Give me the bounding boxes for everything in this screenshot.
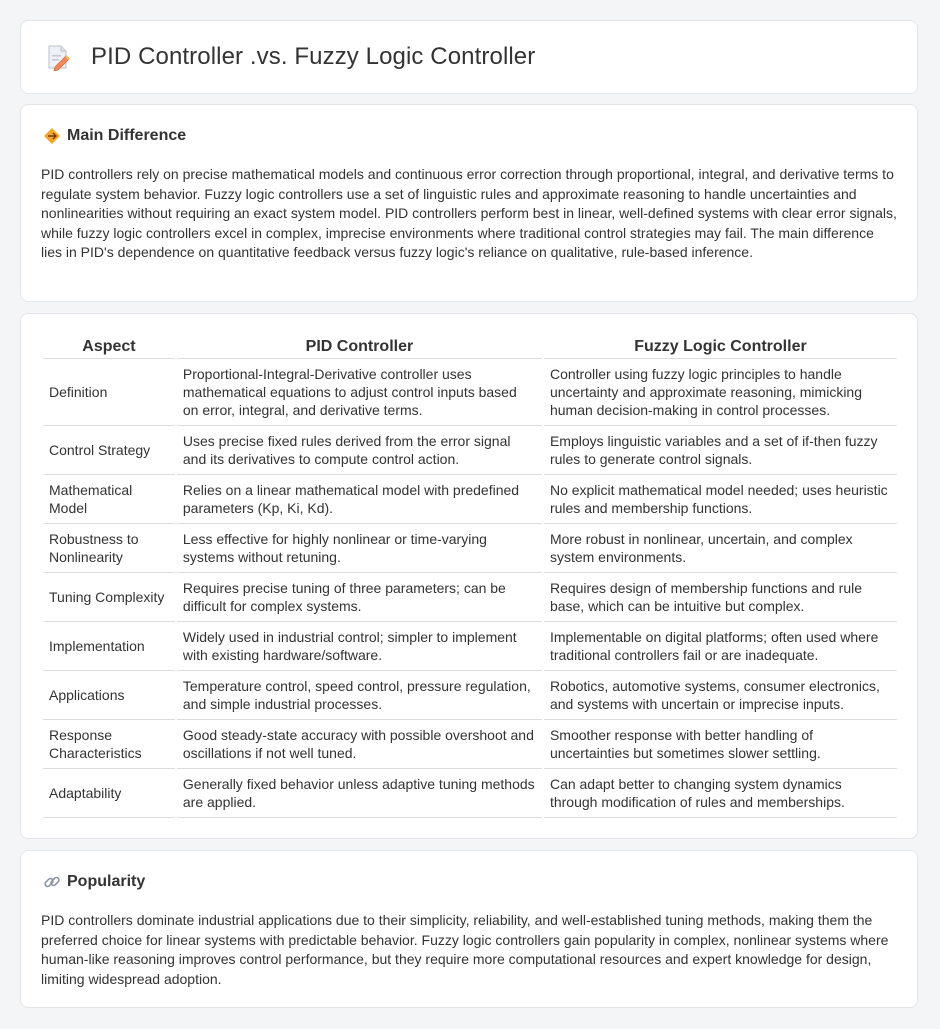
fuzzy-cell: Requires design of membership functions and rule base, which can be intuitive but complex. (544, 573, 897, 622)
aspect-cell: Tuning Complexity (43, 573, 175, 622)
table-row (43, 671, 897, 720)
comparison-card (20, 313, 918, 839)
table-row (43, 769, 897, 818)
pid-cell: Relies on a linear mathematical model with predefined parameters (Kp, Ki, Kd). (177, 475, 542, 524)
pid-cell: Temperature control, speed control, pressure regulation, and simple industrial processes. (177, 671, 542, 720)
pid-cell: Uses precise fixed rules derived from the error signal and its derivatives to compute control action. (177, 426, 542, 475)
aspect-cell: Mathematical Model (43, 475, 175, 524)
fuzzy-cell: Controller using fuzzy logic principles to handle uncertainty and approximate reasoning, mimicking human decision-making in control processes. (544, 359, 897, 426)
popularity-card (20, 850, 918, 1008)
table-row (43, 359, 897, 426)
document-edit-icon (45, 43, 71, 71)
fuzzy-cell: Implementable on digital platforms; often used where traditional controllers fail or are inadequate. (544, 622, 897, 671)
aspect-cell: Applications (43, 671, 175, 720)
table-row (43, 720, 897, 769)
popularity-text: PID controllers dominate industrial applications due to their simplicity, reliability, and well-established tuning methods, making them the preferred choice for linear systems with predictable behavior. Fuzzy logic controllers gain popularity in complex, nonlinear systems where human-like reasoning improves control performance, but they require more computational resources and expert knowledge for design, limiting widespread adoption. (41, 912, 889, 987)
fuzzy-cell: Employs linguistic variables and a set of if-then fuzzy rules to generate control signals. (544, 426, 897, 475)
pid-cell: Requires precise tuning of three parameters; can be difficult for complex systems. (177, 573, 542, 622)
header-fuzzy: Fuzzy Logic Controller (544, 334, 897, 359)
diamond-arrows-icon (43, 127, 61, 145)
main-difference-card (20, 104, 918, 302)
aspect-cell: Adaptability (43, 769, 175, 818)
aspect-cell: Definition (43, 359, 175, 426)
pid-cell: Widely used in industrial control; simpler to implement with existing hardware/software. (177, 622, 542, 671)
table-row (43, 426, 897, 475)
page-title: PID Controller .vs. Fuzzy Logic Controller (91, 43, 536, 70)
header-aspect: Aspect (43, 334, 175, 359)
fuzzy-cell: Can adapt better to changing system dynamics through modification of rules and memberships. (544, 769, 897, 818)
main-difference-heading (43, 127, 186, 145)
aspect-cell: Implementation (43, 622, 175, 671)
fuzzy-cell: More robust in nonlinear, uncertain, and complex system environments. (544, 524, 897, 573)
fuzzy-cell: Smoother response with better handling of uncertainties but sometimes slower settling. (544, 720, 897, 769)
aspect-cell: Response Characteristics (43, 720, 175, 769)
aspect-cell: Control Strategy (43, 426, 175, 475)
table-header-row (43, 334, 897, 359)
fuzzy-cell: Robotics, automotive systems, consumer electronics, and systems with uncertain or imprecise inputs. (544, 671, 897, 720)
header-card (20, 20, 918, 94)
link-icon (43, 873, 61, 891)
table-row (43, 622, 897, 671)
fuzzy-cell: No explicit mathematical model needed; uses heuristic rules and membership functions. (544, 475, 897, 524)
pid-cell: Proportional-Integral-Derivative controller uses mathematical equations to adjust control inputs based on error, integral, and derivative terms. (177, 359, 542, 426)
title-row (45, 43, 535, 71)
pid-cell: Generally fixed behavior unless adaptive tuning methods are applied. (177, 769, 542, 818)
table-row (43, 475, 897, 524)
header-pid: PID Controller (177, 334, 542, 359)
popularity-title: Popularity (67, 873, 146, 890)
comparison-table (41, 334, 899, 818)
table-row (43, 573, 897, 622)
aspect-cell: Robustness to Nonlinearity (43, 524, 175, 573)
main-difference-title: Main Difference (67, 127, 187, 144)
pid-cell: Good steady-state accuracy with possible overshoot and oscillations if not well tuned. (177, 720, 542, 769)
pid-cell: Less effective for highly nonlinear or time-varying systems without retuning. (177, 524, 542, 573)
popularity-heading (43, 873, 145, 891)
table-row (43, 524, 897, 573)
main-difference-text: PID controllers rely on precise mathematical models and continuous error correction through proportional, integral, and derivative terms to regulate system behavior. Fuzzy logic controllers use a set of linguistic rules and approximate reasoning to handle uncertainties and nonlinearities without requiring an exact system model. PID controllers perform best in linear, well-defined systems with clear error signals, while fuzzy logic controllers excel in complex, imprecise environments where traditional control strategies may fail. The main difference lies in PID's dependence on quantitative feedback versus fuzzy logic's reliance on qualitative, rule-based inference. (41, 166, 897, 260)
